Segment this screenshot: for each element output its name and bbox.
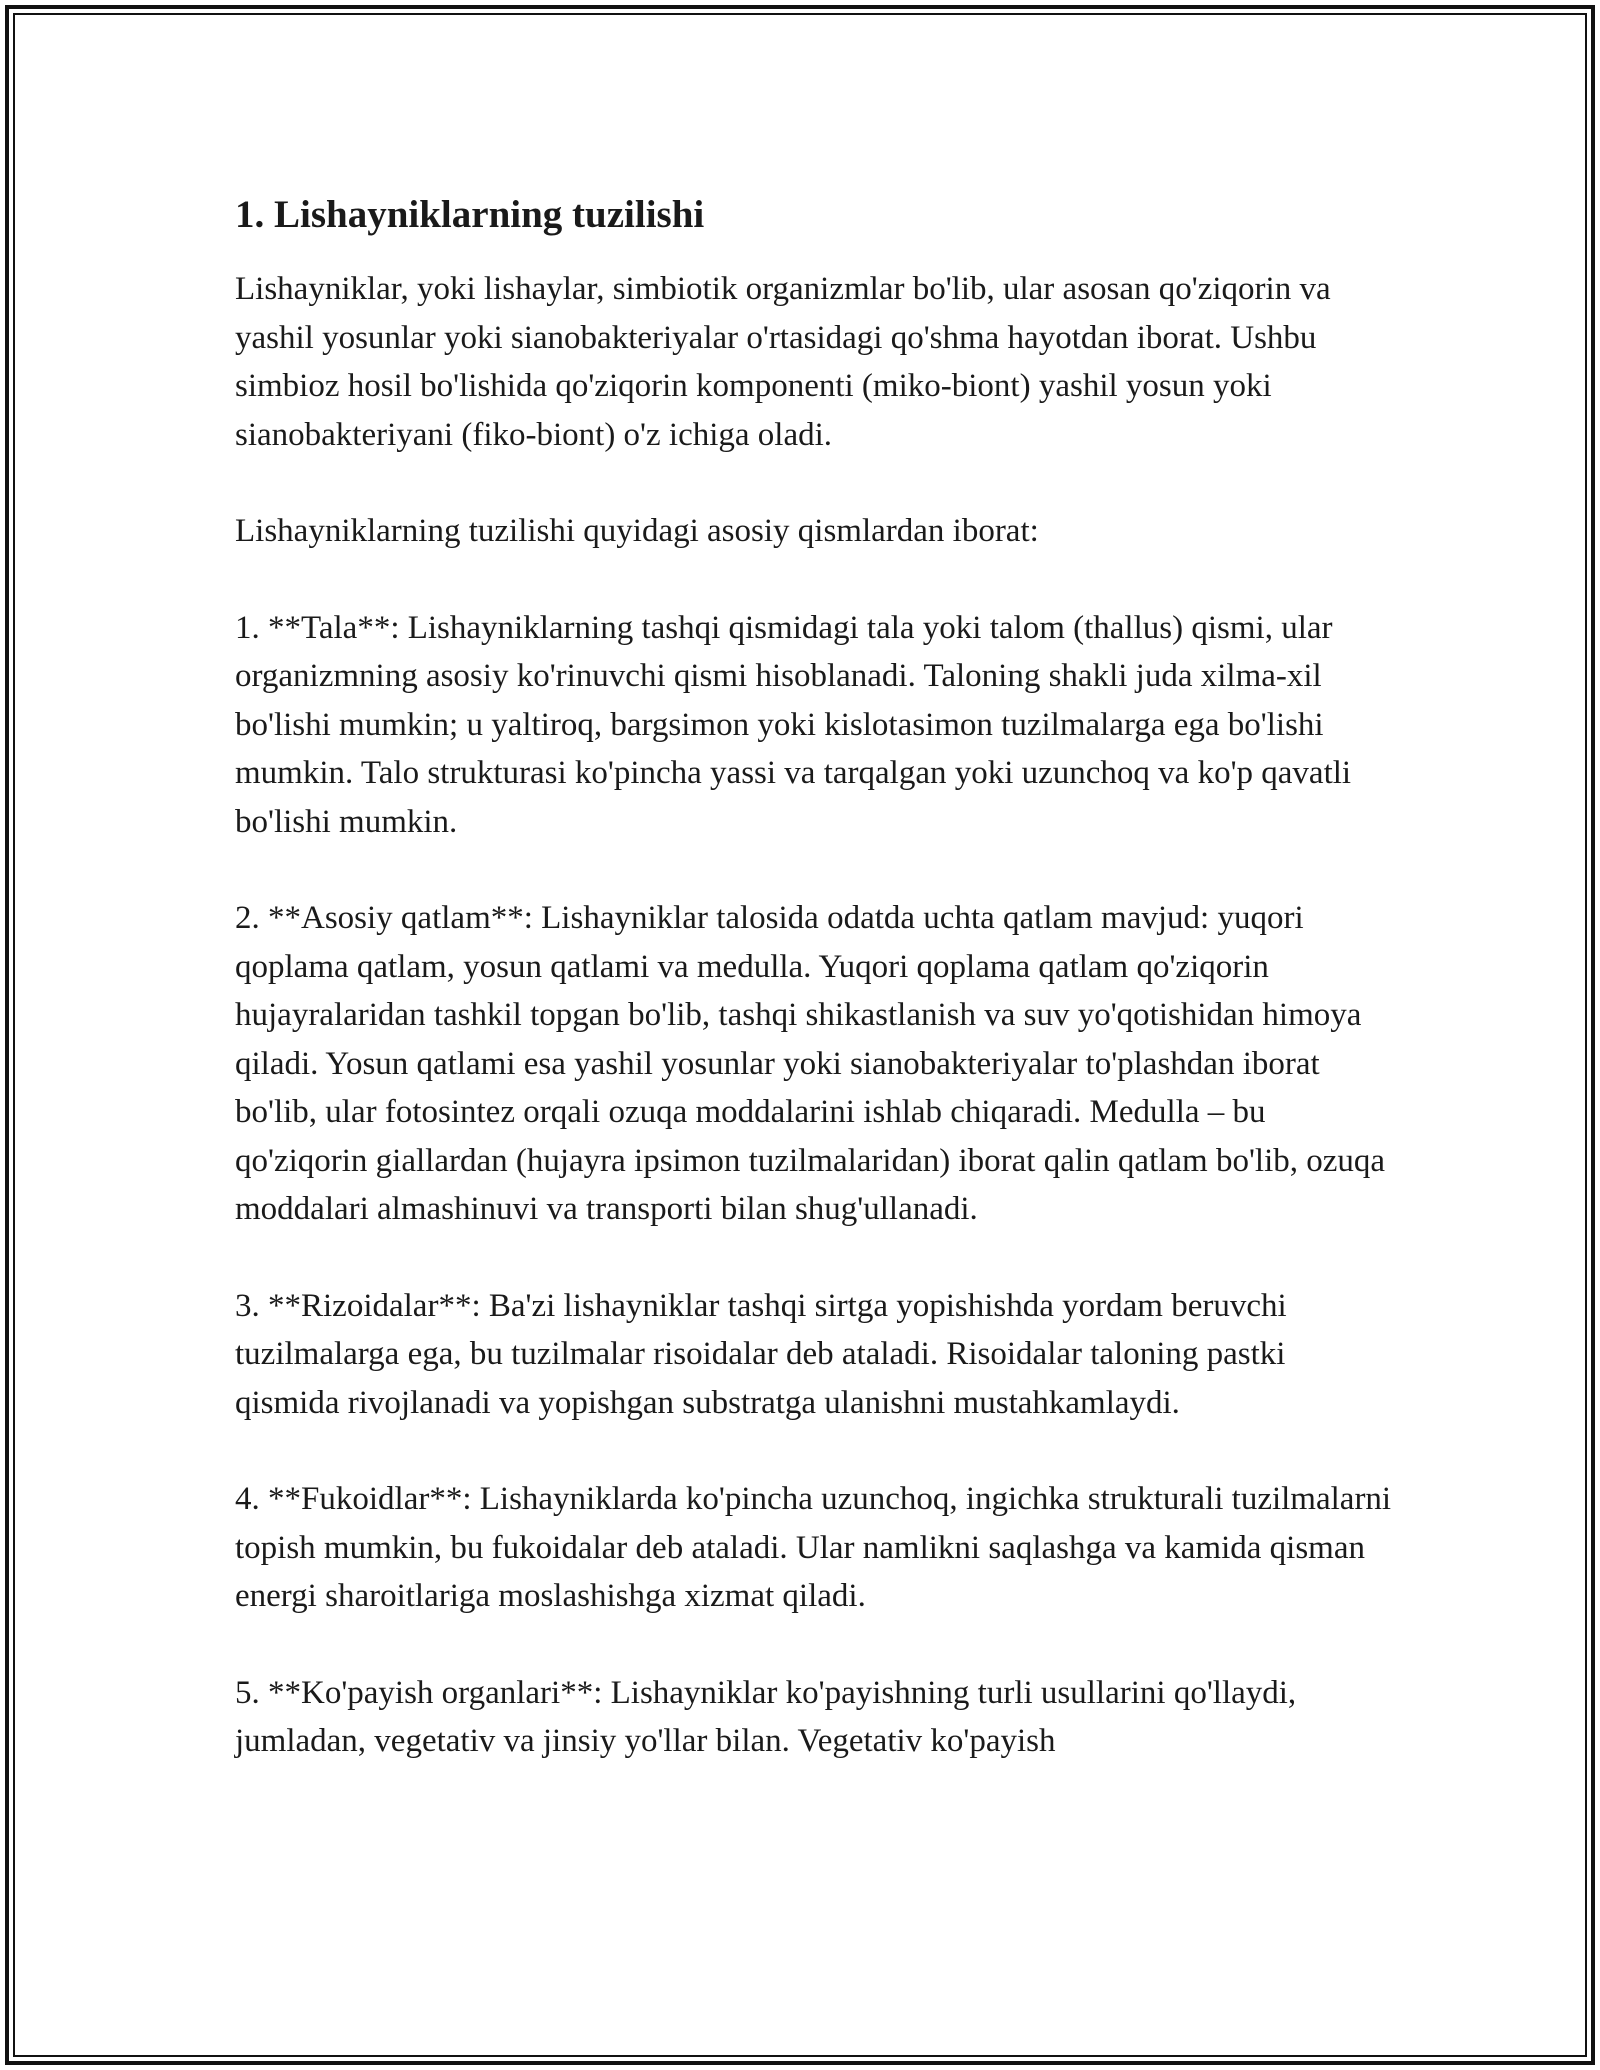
document-body [235, 185, 1395, 1766]
section-heading: 1. Lishayniklarning tuzilishi [235, 193, 705, 236]
list-item-asosiy-qatlam: 2. **Asosiy qatlam**: Lishayniklar talosida odatda uchta qatlam mavjud: yuqori qoplama qatlam, yosun qatlami va medulla. Yuqori qoplama qatlam qo'ziqorin hujayralaridan tashkil topgan bo'lib, tashqi shikastlanish va suv yo'qotishidan himoya qiladi. Yosun qatlami esa yashil yosunlar yoki sianobakteriyalar to'plashdan iborat bo'lib, ular fotosintez orqali ozuqa moddalarini ishlab chiqaradi. Medulla – bu qo'ziqorin giallardan (hujayra ipsimon tuzilmalaridan) iborat qalin qatlam bo'lib, ozuqa moddalari almashinuvi va transporti bilan shug'ullanadi. [235, 900, 1386, 1227]
list-item-rizoidalar: 3. **Rizoidalar**: Ba'zi lishayniklar tashqi sirtga yopishishda yordam beruvchi tuzilmalarga ega, bu tuzilmalar risoidalar deb ataladi. Risoidalar taloning pastki qismida rivojlanadi va yopishgan substratga ulanishni mustahkamlaydi. [235, 1287, 1287, 1421]
structure-intro-paragraph: Lishayniklarning tuzilishi quyidagi asosiy qismlardan iborat: [235, 513, 1039, 549]
list-item-fukoidlar: 4. **Fukoidlar**: Lishayniklarda ko'pincha uzunchoq, ingichka strukturali tuzilmalarni topish mumkin, bu fukoidalar deb ataladi. Ular namlikni saqlashga va kamida qisman energi sharoitlariga moslashishga xizmat qiladi. [235, 1481, 1392, 1614]
intro-paragraph: Lishayniklar, yoki lishaylar, simbiotik organizmlar bo'lib, ular asosan qo'ziqorin va yashil yosunlar yoki sianobakteriyalar o'rtasidagi qo'shma hayotdan iborat. Ushbu simbioz hosil bo'lishida qo'ziqorin komponenti (miko-biont) yashil yosun yoki sianobakteriyani (fiko-biont) o'z ichiga oladi. [235, 271, 1331, 453]
list-item-kopayish-organlari: 5. **Ko'payish organlari**: Lishayniklar ko'payishning turli usullarini qo'llaydi, jumladan, vegetativ va jinsiy yo'llar bilan. Vegetativ ko'payish [235, 1674, 1297, 1759]
list-item-tala: 1. **Tala**: Lishayniklarning tashqi qismidagi tala yoki talom (thallus) qismi, ular organizmning asosiy ko'rinuvchi qismi hisoblanadi. Taloning shakli juda xilma-xil bo'lishi mumkin; u yaltiroq, bargsimon yoki kislotasimon tuzilmalarga ega bo'lishi mumkin. Talo strukturasi ko'pincha yassi va tarqalgan yoki uzunchoq va ko'p qavatli bo'lishi mumkin. [235, 609, 1352, 840]
